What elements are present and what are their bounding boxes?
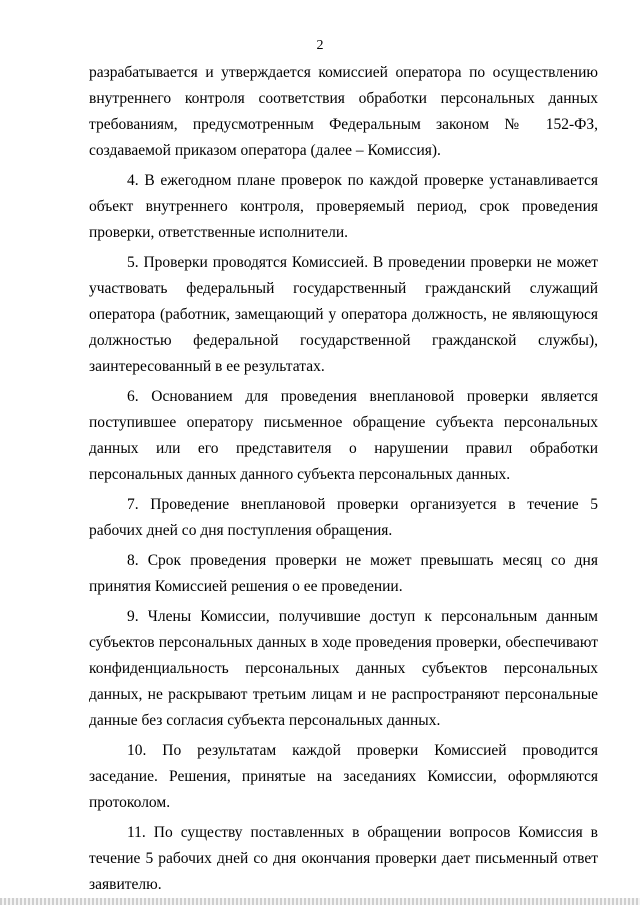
- paragraph-9: 9. Члены Комиссии, получившие доступ к персональным данным субъектов персональных данных в ходе проведения проверки, обеспечивают конфиденциальность персональных данных субъектов персональных данных, не раскрывают третьим лицам и не распространяют персональные данные без согласия субъекта персональных данных.: [89, 608, 598, 729]
- paragraph-7: 7. Проведение внеплановой проверки организуется в течение 5 рабочих дней со дня поступления обращения.: [89, 496, 598, 539]
- paragraph-11: 11. По существу поставленных в обращении вопросов Комиссия в течение 5 рабочих дней со дня окончания проверки дает письменный ответ заявителю.: [89, 824, 598, 893]
- document-body: [89, 60, 598, 902]
- paragraph-4: 4. В ежегодном плане проверок по каждой проверке устанавливается объект внутреннего контроля, проверяемый период, срок проведения проверки, ответственные исполнители.: [89, 172, 598, 241]
- paragraph-8: 8. Срок проведения проверки не может превышать месяц со дня принятия Комиссией решения о ее проведении.: [89, 552, 598, 595]
- scan-edge-divider: [0, 898, 640, 905]
- paragraph-10: 10. По результатам каждой проверки Комиссией проводится заседание. Решения, принятые на заседаниях Комиссии, оформляются протоколом.: [89, 742, 598, 811]
- page-number: 2: [316, 38, 324, 53]
- paragraph-continuation: разрабатывается и утверждается комиссией оператора по осуществлению внутреннего контроля соответствия обработки персональных данных требованиям, предусмотренным Федеральным законом № 152-ФЗ, создаваемой приказом оператора (далее – Комиссия).: [89, 64, 598, 159]
- paragraph-5: 5. Проверки проводятся Комиссией. В проведении проверки не может участвовать федеральный государственный гражданский служащий оператора (работник, замещающий у оператора должность, не являющуюся должностью федеральной государственной гражданской службы), заинтересованный в ее результатах.: [89, 254, 598, 375]
- paragraph-6: 6. Основанием для проведения внеплановой проверки является поступившее оператору письменное обращение субъекта персональных данных или его представителя о нарушении правил обработки персональных данных данного субъекта персональных данных.: [89, 388, 598, 483]
